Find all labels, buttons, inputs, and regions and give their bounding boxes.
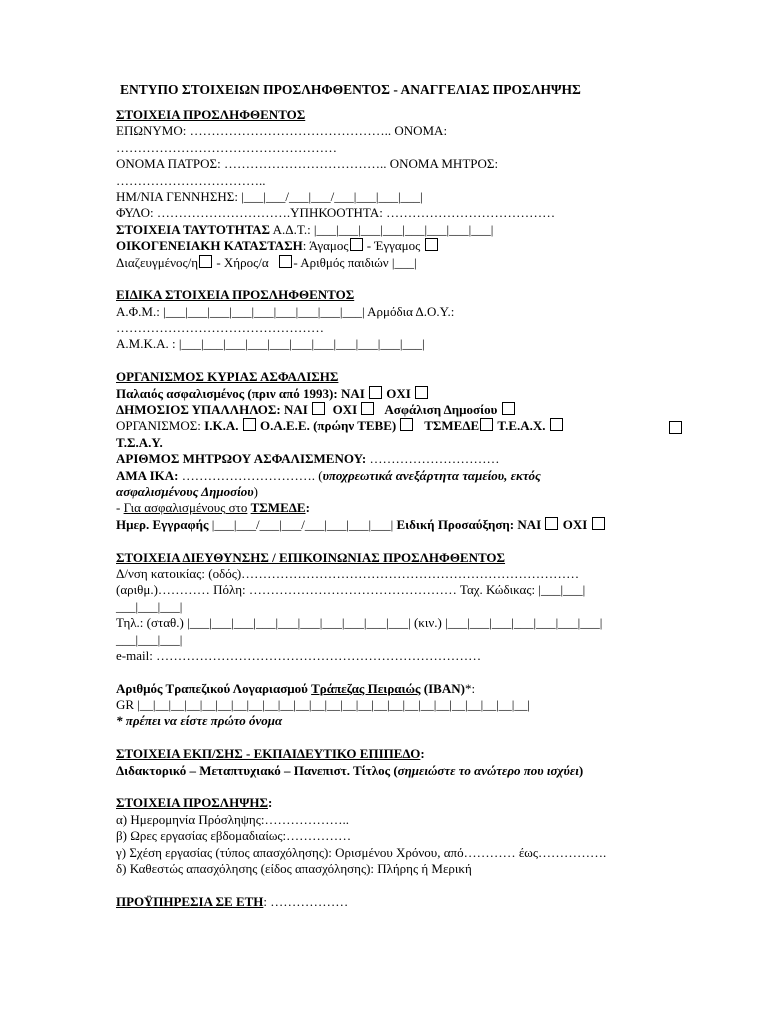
old-insured-no-label: ΟΧΙ xyxy=(386,385,411,401)
divorced-checkbox[interactable] xyxy=(199,255,212,268)
children-count-field[interactable]: - Αριθμός παιδιών |___| xyxy=(293,254,417,270)
public-servant-no-checkbox[interactable] xyxy=(361,402,374,415)
birth-date-field[interactable]: ΗΜ/ΝΙΑ ΓΕΝΝΗΣΗΣ: |___|___/___|___/___|___|___|___| xyxy=(116,188,423,204)
surname-name-field[interactable]: ΕΠΩΝΥΜΟ: ……………………………………….. ΟΝΟΜΑ: xyxy=(116,123,448,139)
tsay-label: Τ.Σ.Α.Υ. xyxy=(116,434,163,450)
tsmede-dash: - xyxy=(116,500,124,516)
registration-date-row xyxy=(116,517,696,533)
single-label: : Άγαμος xyxy=(302,238,349,254)
tsmede-subheading-colon: : xyxy=(305,500,310,516)
education-colon: : xyxy=(420,746,425,762)
form-title: ΕΝΤΥΠΟ ΣΤΟΙΧΕΙΩΝ ΠΡΟΣΛΗΦΘΕΝΤΟΣ - ΑΝΑΓΓΕΛΙΑΣ ΠΡΟΣΛΗΨΗΣ xyxy=(120,82,581,97)
address-street-field[interactable]: Δ/νση κατοικίας: (οδός)…………………………………………………………………… xyxy=(116,565,580,581)
phone-field[interactable]: Τηλ.: (σταθ.) |___|___|___|___|___|___|___|___|___|___| (κιν.) |___|___|___|___|___|___|___| xyxy=(116,615,603,631)
employment-relation-field[interactable]: γ) Σχέση εργασίας (τύπος απασχόλησης): Ορισμένου Χρόνου, από………… έως……………. xyxy=(116,844,607,860)
marital-status-row-2 xyxy=(116,255,696,271)
ika-checkbox[interactable] xyxy=(243,418,256,431)
teax-label: Τ.Ε.Α.Χ. xyxy=(497,418,546,434)
organization-row xyxy=(116,418,696,434)
father-mother-name-field[interactable]: ΟΝΟΜΑ ΠΑΤΡΟΣ: ……………………………….. ΟΝΟΜΑ ΜΗΤΡΟΣ: xyxy=(116,156,499,172)
education-level-row[interactable] xyxy=(116,763,696,779)
registry-number-field[interactable] xyxy=(116,451,696,467)
prior-experience-row[interactable] xyxy=(116,894,696,910)
iban-asterisk: *: xyxy=(464,680,476,696)
married-checkbox[interactable] xyxy=(425,238,438,251)
public-servant-row xyxy=(116,402,696,418)
public-servant-yes-checkbox[interactable] xyxy=(312,402,325,415)
registration-date-label: Ημερ. Εγγραφής xyxy=(116,516,209,532)
section-heading-contact: ΣΤΟΙΧΕΙΑ ΔΙΕΥΘΥΝΣΗΣ / ΕΠΙΚΟΙΝΩΝΙΑΣ ΠΡΟΣΛΗΦΘΕΝΤΟΣ xyxy=(116,549,506,565)
tsmede-subheading xyxy=(116,500,696,516)
old-insured-row xyxy=(116,386,696,402)
ama-ika-note: υποχρεωτικά ανεξάρτητα ταμείου, εκτός xyxy=(322,467,541,483)
employment-status-field[interactable]: δ) Καθεστώς απασχόλησης (είδος απασχόλησης): Πλήρης ή Μερική xyxy=(116,860,472,876)
section-heading-prior-experience: ΠΡΟΫΠΗΡΕΣΙΑ ΣΕ ΕΤΗ xyxy=(116,893,264,909)
id-card-label: ΣΤΟΙΧΕΙΑ ΤΑΥΤΟΤΗΤΑΣ xyxy=(116,221,271,237)
oaee-label: Ο.Α.Ε.Ε. (πρώην ΤΕΒΕ) xyxy=(259,418,397,434)
organization-label: ΟΡΓΑΝΙΣΜΟΣ: xyxy=(116,418,205,434)
divorced-label: Διαζευγμένος/η xyxy=(116,254,199,270)
prior-experience-dots: : ……………… xyxy=(263,893,349,909)
mother-name-field-continued[interactable]: …………………………….. xyxy=(116,172,266,188)
education-level-note: σημειώστε το ανώτερο που ισχύει xyxy=(397,762,579,778)
mobile-continued[interactable]: ___|___|___| xyxy=(116,631,183,647)
section-heading-special-details: ΕΙΔΙΚΑ ΣΤΟΙΧΕΙΑ ΠΡΟΣΛΗΦΘΕΝΤΟΣ xyxy=(116,287,355,303)
public-servant-label: ΔΗΜΟΣΙΟΣ ΥΠΑΛΛΗΛΟΣ: ΝΑΙ xyxy=(116,402,308,418)
doy-field[interactable]: ………………………………………… xyxy=(116,320,324,336)
ama-ika-note-row-2 xyxy=(116,484,696,500)
education-level-label: Διδακτορικό – Μεταπτυχιακό – Πανεπιστ. Τίτλος ( xyxy=(116,762,398,778)
hiring-date-field[interactable]: α) Ημερομηνία Πρόσληψης:……………….. xyxy=(116,811,349,827)
bank-name-label: Τράπεζας Πειραιώς xyxy=(311,680,421,696)
address-number-city-zip-field[interactable]: (αριθμ.)………… Πόλη: ………………………………………… Ταχ. Κώδικας: |___|___| xyxy=(116,582,586,598)
tsmede-label: ΤΣΜΕΔΕ xyxy=(424,418,480,434)
special-surcharge-yes-checkbox[interactable] xyxy=(545,517,558,530)
registry-number-label: ΑΡΙΘΜΟΣ ΜΗΤΡΩΟΥ ΑΣΦΑΛΙΣΜΕΝΟΥ: xyxy=(116,451,367,467)
amka-field[interactable]: Α.Μ.Κ.Α. : |___|___|___|___|___|___|___|___|___|___|___| xyxy=(116,336,425,352)
ama-ika-note-close: ) xyxy=(253,483,258,499)
tsay-checkbox[interactable] xyxy=(669,421,682,434)
marital-status-label: ΟΙΚΟΓΕΝΕΙΑΚΗ ΚΑΤΑΣΤΑΣΗ xyxy=(116,238,303,254)
name-field-continued[interactable]: …………………………………………… xyxy=(116,139,337,155)
single-checkbox[interactable] xyxy=(350,238,363,251)
bank-account-heading xyxy=(116,681,696,697)
registration-date-grid[interactable]: |___|___/___|___/___|___|___|___| xyxy=(208,516,397,532)
widowed-label: - Χήρος/α xyxy=(213,254,269,270)
tsmede-checkbox[interactable] xyxy=(480,418,493,431)
public-insurance-checkbox[interactable] xyxy=(502,402,515,415)
oaee-checkbox[interactable] xyxy=(400,418,413,431)
education-level-close: ) xyxy=(578,762,584,778)
ama-ika-dots: …………………………. ( xyxy=(178,467,323,483)
ama-ika-label: ΑΜΑ ΙΚΑ: xyxy=(116,467,179,483)
afm-field[interactable]: Α.Φ.Μ.: |___|___|___|___|___|___|___|___|___| Αρμόδια Δ.Ο.Υ.: xyxy=(116,303,455,319)
ama-ika-note-2: ασφαλισμένους Δημοσίου xyxy=(116,483,254,499)
weekly-hours-field[interactable]: β) Ωρες εργασίας εβδομαδιαίως:…………… xyxy=(116,828,352,844)
id-card-grid: Α.Δ.Τ.: |___|___|___|___|___|___|___|___| xyxy=(270,221,494,237)
old-insured-no-checkbox[interactable] xyxy=(415,386,428,399)
section-heading-insurance: ΟΡΓΑΝΙΣΜΟΣ ΚΥΡΙΑΣ ΑΣΦΑΛΙΣΗΣ xyxy=(116,369,339,385)
teax-checkbox[interactable] xyxy=(550,418,563,431)
tsmede-subheading-bold: ΤΣΜΕΔΕ xyxy=(250,500,306,516)
email-field[interactable]: e-mail: ………………………………………………………………… xyxy=(116,647,482,663)
old-insured-yes-checkbox[interactable] xyxy=(369,386,382,399)
ika-label: Ι.Κ.Α. xyxy=(204,418,239,434)
section-heading-education: ΣΤΟΙΧΕΙΑ ΕΚΠ/ΣΗΣ - ΕΚΠΑΙΔΕΥΤΙΚΟ ΕΠΙΠΕΔΟ xyxy=(116,746,421,762)
hiring-colon: : xyxy=(268,795,273,811)
iban-field[interactable]: GR |__|__|__|__|__|__|__|__|__|__|__|__|__|__|__|__|__|__|__|__|__|__|__|__|__| xyxy=(116,697,530,713)
bank-account-label: Αριθμός Τραπεζικού Λογαριασμού xyxy=(116,680,308,696)
special-surcharge-no-label: ΟΧΙ xyxy=(562,516,588,532)
section-heading-hiring: ΣΤΟΙΧΕΙΑ ΠΡΟΣΛΗΨΗΣ xyxy=(116,795,268,811)
id-card-field[interactable] xyxy=(116,222,696,238)
section-heading-recruit-details: ΣΤΟΙΧΕΙΑ ΠΡΟΣΛΗΦΘΕΝΤΟΣ xyxy=(116,107,306,122)
employment-form xyxy=(116,82,696,910)
special-surcharge-no-checkbox[interactable] xyxy=(592,517,605,530)
registry-number-dots: ………………………… xyxy=(366,451,500,467)
iban-label: (IBAN) xyxy=(423,680,465,696)
marital-status-row xyxy=(116,238,696,254)
public-insurance-label: Ασφάλιση Δημοσίου xyxy=(384,402,498,418)
tsmede-subheading-text: Για ασφαλισμένους στο xyxy=(123,500,248,516)
public-servant-no-label: ΟΧΙ xyxy=(332,402,358,418)
ama-ika-field[interactable] xyxy=(116,468,696,484)
gender-nationality-field[interactable]: ΦΥΛΟ: ………………………….ΥΠΗΚΟΟΤΗΤΑ: ………………………………… xyxy=(116,205,556,221)
widowed-checkbox[interactable] xyxy=(279,255,292,268)
old-insured-label: Παλαιός ασφαλισμένος (πριν από 1993): ΝΑΙ xyxy=(116,385,365,401)
zip-code-continued[interactable]: ___|___|___| xyxy=(116,598,183,614)
iban-note: * πρέπει να είστε πρώτο όνομα xyxy=(116,713,283,729)
married-label: - Έγγαμος xyxy=(363,238,421,254)
special-surcharge-label: Ειδική Προσαύξηση: ΝΑΙ xyxy=(396,516,542,532)
